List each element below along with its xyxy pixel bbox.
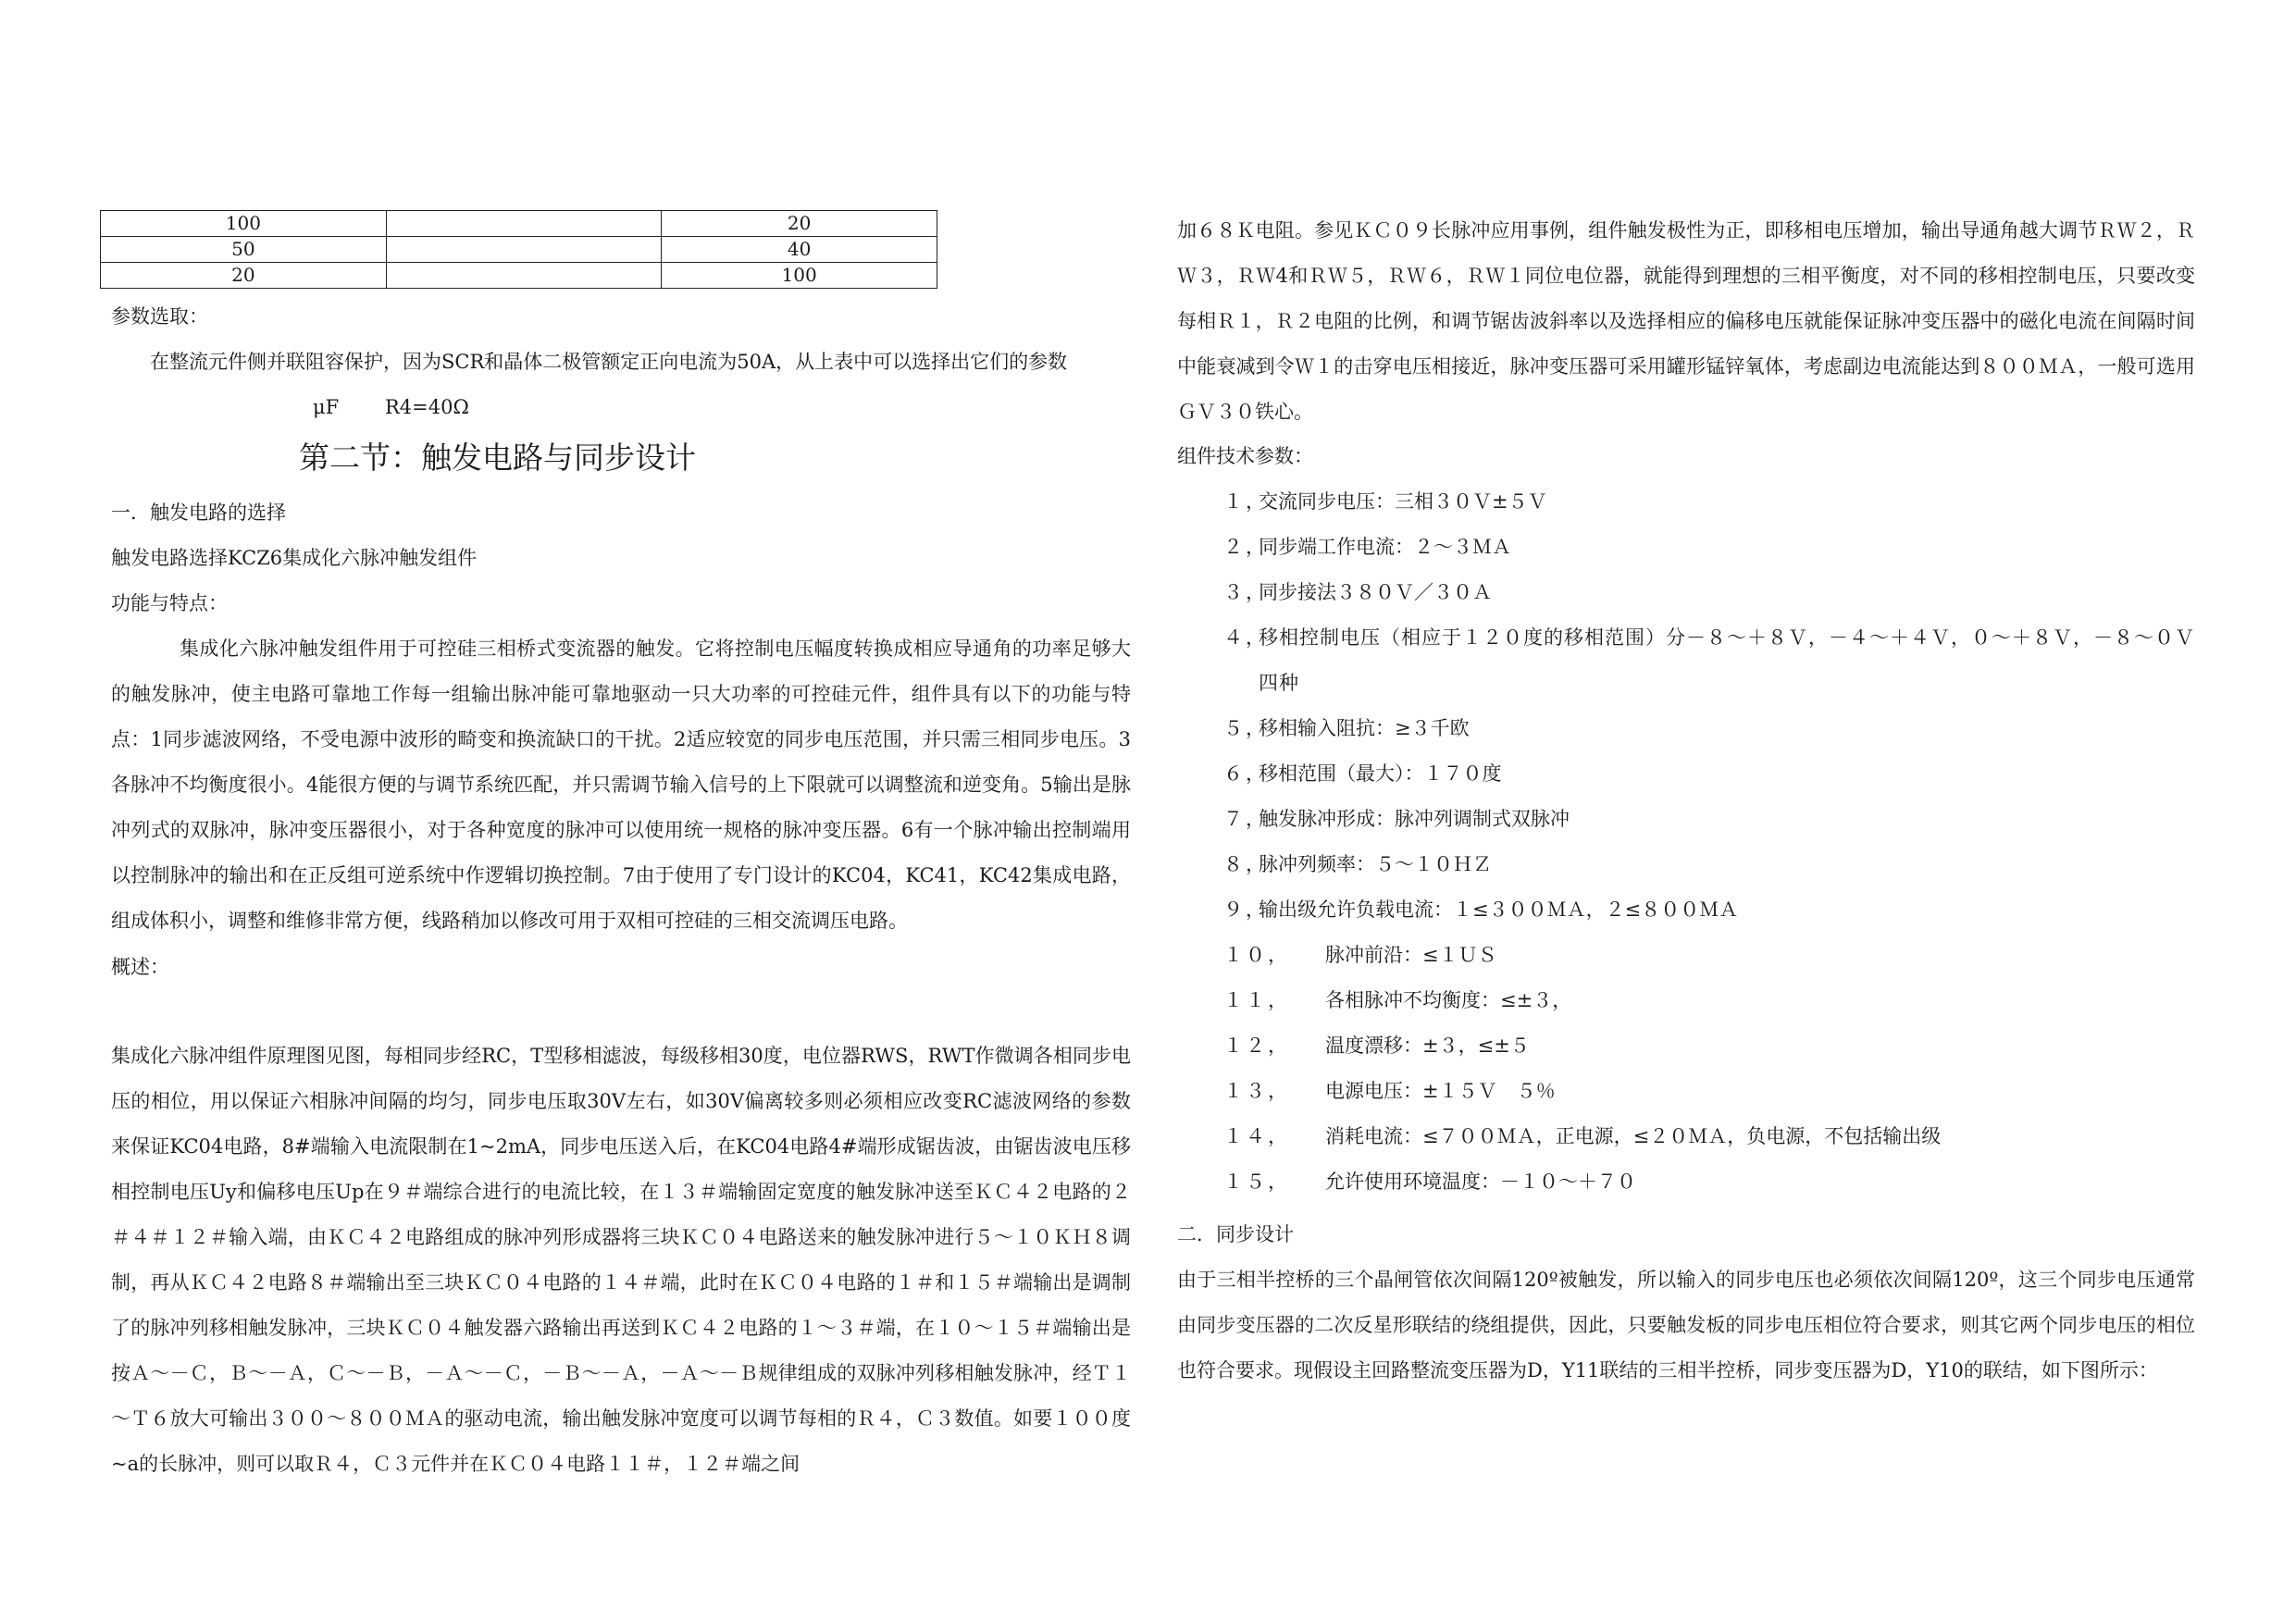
list-item: [1223, 887, 2204, 933]
list-item: [1223, 751, 2204, 797]
list-item-number: ７，: [1223, 808, 1268, 830]
table-row: [101, 263, 937, 289]
list-item-number: １，: [1223, 490, 1268, 513]
list-item-text: 同步接法３８０Ｖ／３０Ａ: [1259, 581, 1492, 603]
overview-label: 概述：: [111, 956, 169, 978]
features-label: 功能与特点：: [111, 592, 228, 614]
table-cell: [386, 263, 662, 289]
list-item: [1223, 479, 2204, 525]
list-item: [1223, 933, 2204, 978]
table-cell: [386, 237, 662, 263]
list-item-number: ３，: [1223, 581, 1268, 603]
table-cell: 100: [662, 263, 937, 289]
list-item-text: 移相控制电压（相应于１２０度的移相范围）分－８～＋８Ｖ，－４～＋４Ｖ，０～＋８Ｖ，－８～０Ｖ四种: [1259, 626, 2195, 694]
list-item-number: ８，: [1223, 853, 1268, 875]
list-item: [1223, 1023, 2204, 1069]
list-item: [1223, 1069, 2204, 1114]
table-cell: 20: [101, 263, 387, 289]
list-item-text: 交流同步电压：三相３０Ｖ±５Ｖ: [1259, 490, 1547, 513]
subsection-title-trigger: 一．触发电路的选择: [111, 502, 286, 524]
list-item-text: 消耗电流：≤７００ＭＡ，正电源，≤２０ＭＡ，负电源，不包括输出级: [1325, 1125, 1942, 1147]
list-item-number: １４，: [1223, 1125, 1290, 1147]
list-item: [1223, 842, 2204, 887]
continued-paragraph: 加６８Ｋ电阻。参见ＫＣ０９长脉冲应用事例，组件触发极性为正，即移相电压增加，输出导通角越大调节ＲＷ２，ＲＷ３，ＲＷ4和ＲＷ５，ＲＷ６，ＲＷ１同位电位器，就能得到理想的三相平衡度，对不同的移相控制电压，只要改变每相Ｒ１，Ｒ２电阻的比例，和调节锯齿波斜率以及选择相应的偏移电压就能保证脉冲变压器中的磁化电流在间隔时间中能衰减到令Ｗ１的击穿电压相接近，脉冲变压器可采用罐形锰锌氧体，考虑副边电流能达到８００ＭＡ，一般可选用ＧＶ３０铁心。: [1177, 219, 2195, 423]
table-cell: 20: [662, 211, 937, 237]
table-cell: 40: [662, 237, 937, 263]
param-select-text: 在整流元件侧并联阻容保护，因为SCR和晶体二极管额定正向电流为50A，从上表中可以选择出它们的参数: [150, 351, 1068, 373]
param-select-label: 参数选取：: [111, 305, 208, 328]
table-cell: [386, 211, 662, 237]
overview-paragraph: 集成化六脉冲组件原理图见图，每相同步经RC，T型移相滤波，每级移相30度，电位器RWS，RWT作微调各相同步电压的相位，用以保证六相脉冲间隔的均匀，同步电压取30V左右，如30V偏离较多则必须相应改变RC滤波网络的参数来保证KC04电路，8#端输入电流限制在1~2mA，同步电压送入后，在KC04电路4#端形成锯齿波，由锯齿波电压移相控制电压Uy和偏移电压Up在９＃端综合进行的电流比较，在１３＃端输固定宽度的触发脉冲送至ＫＣ４２电路的２＃４＃１２＃输入端，由ＫＣ４２电路组成的脉冲列形成器将三块ＫＣ０４电路送来的触发脉冲进行５～１０ＫＨ８调制，再从ＫＣ４２电路８＃端输出至三块ＫＣ０４电路的１４＃端，此时在ＫＣ０４电路的１＃和１５＃端输出是调制了的脉冲列移相触发脉冲，三块ＫＣ０４触发器六路输出再送到ＫＣ４２电路的１～３＃端，在１０～１５＃端输出是按Ａ～－Ｃ，Ｂ～－Ａ，Ｃ～－Ｂ，－Ａ～－Ｃ，－Ｂ～－Ａ，－Ａ～－Ｂ规律组成的双脉冲列移相触发脉冲，经Ｔ１～Ｔ６放大可输出３００～８００ＭＡ的驱动电流，输出触发脉冲宽度可以调节每相的Ｒ４，Ｃ３数值。如要１００度~a的长脉冲，则可以取Ｒ４，Ｃ３元件并在ＫＣ０４电路１１＃，１２＃端之间: [111, 1045, 1131, 1475]
param-unit: μF: [313, 396, 340, 418]
list-item-number: １２，: [1223, 1035, 1290, 1057]
features-paragraph: 集成化六脉冲触发组件用于可控硅三相桥式变流器的触发。它将控制电压幅度转换成相应导通角的功率足够大的触发脉冲，使主电路可靠地工作每一组输出脉冲能可靠地驱动一只大功率的可控硅元件，组件具有以下的功能与特点：1同步滤波网络，不受电源中波形的畸变和换流缺口的干扰。2适应较宽的同步电压范围，并只需三相同步电压。3各脉冲不均衡度很小。4能很方便的与调节系统匹配，并只需调节输入信号的上下限就可以调整流和逆变角。5输出是脉冲列式的双脉冲，脉冲变压器很小，对于各种宽度的脉冲可以使用统一规格的脉冲变压器。6有一个脉冲输出控制端用以控制脉冲的输出和在正反组可逆系统中作逻辑切换控制。7由于使用了专门设计的KC04，KC41，KC42集成电路，组成体积小，调整和维修非常方便，线路稍加以修改可用于双相可控硅的三相交流调压电路。: [111, 638, 1131, 932]
spec-label: 组件技术参数：: [1177, 445, 1313, 467]
list-item: [1223, 1159, 2204, 1205]
list-item: [1223, 525, 2204, 570]
sync-paragraph: 由于三相半控桥的三个晶闸管依次间隔120º被触发，所以输入的同步电压也必须依次间隔120º，这三个同步电压通常由同步变压器的二次反星形联结的绕组提供，因此，只要触发板的同步电压相位符合要求，则其它两个同步电压的相位也符合要求。现假设主回路整流变压器为D，Y11联结的三相半控桥，同步变压器为D，Y10的联结，如下图所示：: [1177, 1269, 2195, 1381]
list-item: [1223, 615, 2204, 706]
list-item-number: ５，: [1223, 717, 1268, 739]
param-r4: R4=40Ω: [385, 396, 469, 418]
list-item-number: １５，: [1223, 1171, 1290, 1193]
list-item-number: １１，: [1223, 989, 1290, 1011]
list-item-number: １０，: [1223, 944, 1290, 966]
list-item-text: 允许使用环境温度：－１０～＋７０: [1325, 1171, 1636, 1193]
list-item: [1223, 797, 2204, 842]
list-item: [1223, 1114, 2204, 1159]
list-item-text: 电源电压：±１５Ｖ ５％: [1325, 1080, 1556, 1102]
list-item-number: １３，: [1223, 1080, 1290, 1102]
list-item-number: ４，: [1223, 626, 1268, 649]
list-item-text: 移相输入阻抗：≥３千欧: [1259, 717, 1470, 739]
subsection-title-sync: 二．同步设计: [1177, 1223, 1294, 1245]
table-row: [101, 237, 937, 263]
list-item-text: 触发脉冲形成：脉冲列调制式双脉冲: [1259, 808, 1570, 830]
list-item-text: 各相脉冲不均衡度：≤±３，: [1325, 989, 1572, 1011]
spec-list: [1223, 479, 2204, 1205]
table-cell: 100: [101, 211, 387, 237]
list-item-text: 同步端工作电流：２～３ＭＡ: [1259, 536, 1511, 558]
list-item-number: ６，: [1223, 762, 1268, 785]
section-title: 第二节：触发电路与同步设计: [299, 440, 696, 476]
list-item: [1223, 570, 2204, 615]
list-item-number: ２，: [1223, 536, 1268, 558]
list-item-number: ９，: [1223, 898, 1268, 921]
list-item-text: 脉冲前沿：≤１ＵＳ: [1325, 944, 1497, 966]
list-item-text: 输出级允许负载电流：１≤３００ＭＡ，２≤８００ＭＡ: [1259, 898, 1739, 921]
table-row: [101, 211, 937, 237]
table-cell: 50: [101, 237, 387, 263]
list-item: [1223, 706, 2204, 751]
list-item-text: 移相范围（最大）：１７０度: [1259, 762, 1502, 785]
parameter-table: [100, 210, 937, 289]
list-item: [1223, 978, 2204, 1023]
trigger-choice: 触发电路选择KCZ6集成化六脉冲触发组件: [111, 547, 478, 569]
list-item-text: 温度漂移：±３，≤±５: [1325, 1035, 1530, 1057]
list-item-text: 脉冲列频率：５～１０ＨＺ: [1259, 853, 1492, 875]
